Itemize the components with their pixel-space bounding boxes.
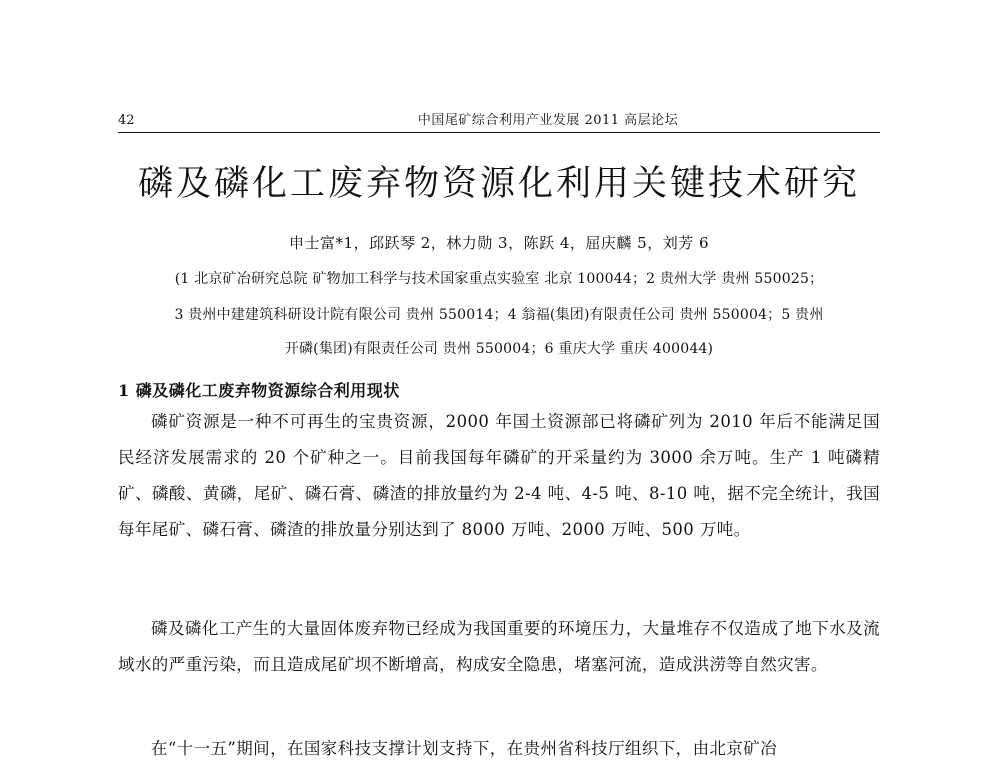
section-heading: 1 磷及磷化工废弃物资源综合利用现状 bbox=[118, 381, 400, 400]
affiliation-line: 开磷(集团)有限责任公司 贵州 550004；6 重庆大学 重庆 400044) bbox=[284, 341, 714, 357]
author-list: 申士富*1，邱跃琴 2，林力勋 3，陈跃 4，屈庆麟 5，刘芳 6 bbox=[288, 234, 710, 252]
body-paragraph: 在“十一五”期间，在国家科技支撑计划支持下，在贵州省科技厅组织下，由北京矿冶 bbox=[151, 739, 778, 758]
paper-title: 磷及磷化工废弃物资源化利用关键技术研究 bbox=[137, 164, 860, 204]
conference-title: 中国尾矿综合利用产业发展 2011 高层论坛 bbox=[417, 113, 679, 128]
affiliation-line: (1 北京矿冶研究总院 矿物加工科学与技术国家重点实验室 北京 100044；2 贵州大学 贵州 550025； bbox=[174, 271, 824, 287]
body-paragraph: 磷矿资源是一种不可再生的宝贵资源，2000 年国土资源部已将磷矿列为 2010 年后不能满足国民经济发展需求的 20 个矿种之一。目前我国每年磷矿的开采量约为 3000 余万吨。生产 1 吨磷精矿、磷酸、黄磷，尾矿、磷石膏、磷渣的排放量约为 2-4 吨、4-5 吨、8-10 吨，据不完全统计，我国每年尾矿、磷石膏、磷渣的排放量分别达到了 8000 万吨、2000 万吨、500 万吨。 bbox=[118, 412, 880, 539]
running-header bbox=[118, 106, 880, 133]
page-number: 42 bbox=[118, 113, 135, 128]
affiliation-line: 3 贵州中建建筑科研设计院有限公司 贵州 550014；4 翁福(集团)有限责任公司 贵州 550004；5 贵州 bbox=[174, 307, 824, 323]
body-paragraph: 磷及磷化工产生的大量固体废弃物已经成为我国重要的环境压力，大量堆存不仅造成了地下水及流域水的严重污染，而且造成尾矿坝不断增高，构成安全隐患，堵塞河流，造成洪涝等自然灾害。 bbox=[118, 619, 880, 674]
